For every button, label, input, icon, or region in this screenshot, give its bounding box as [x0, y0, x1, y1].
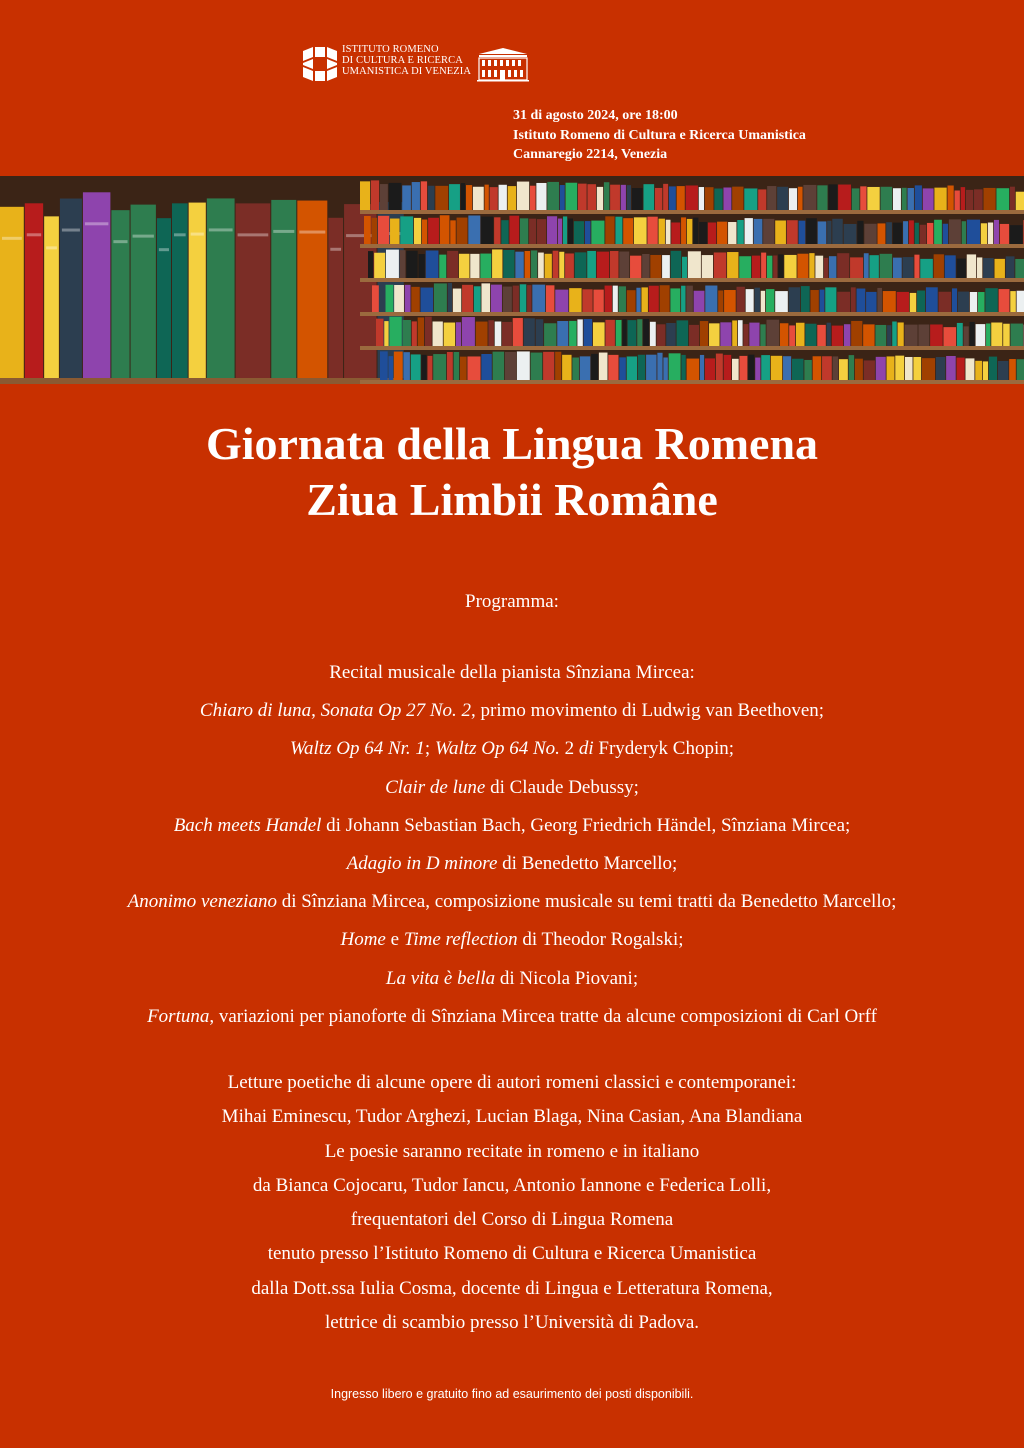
- letture-line: da Bianca Cojocaru, Tudor Iancu, Antonio Iannone e Federica Lolli,: [252, 1174, 772, 1196]
- logo-text: [342, 44, 471, 77]
- recital-item: La vita è bella di Nicola Piovani;: [385, 967, 639, 989]
- recital-item: Anonimo veneziano di Sînziana Mircea, composizione musicale su temi tratti da Benedetto Marcello;: [127, 891, 897, 913]
- recital-item: Bach meets Handel di Johann Sebastian Bach, Georg Friedrich Händel, Sînziana Mircea;: [173, 814, 851, 836]
- recital-item: Waltz Op 64 Nr. 1; Waltz Op 64 No. 2 di Fryderyk Chopin;: [289, 738, 735, 760]
- recital-item: Adagio in D minore di Benedetto Marcello;: [346, 853, 678, 875]
- letture-section: [0, 1066, 1024, 1340]
- event-address: Cannaregio 2214, Venezia: [513, 147, 668, 162]
- letture-line: frequentatori del Corso di Lingua Romena: [350, 1209, 674, 1231]
- palazzo-building-icon: [475, 46, 531, 82]
- bookshelf-photo: [0, 176, 1024, 384]
- letture-line: dalla Dott.ssa Iulia Cosma, docente di Lingua e Letteratura Romena,: [251, 1277, 773, 1299]
- cross-mark-icon: [303, 47, 337, 81]
- event-venue: Istituto Romeno di Cultura e Ricerca Umanistica: [513, 127, 806, 143]
- logo-line-3: UMANISTICA DI VENEZIA: [342, 66, 472, 77]
- recital-intro: Recital musicale della pianista Sînziana Mircea:: [329, 662, 695, 683]
- recital-item: Chiaro di luna, Sonata Op 27 No. 2, primo movimento di Ludwig van Beethoven;: [199, 700, 825, 722]
- programma-label: Programma:: [465, 591, 559, 612]
- letture-line: Le poesie saranno recitate in romeno e in italiano: [324, 1140, 700, 1162]
- event-info: [513, 106, 806, 165]
- letture-line: lettrice di scambio presso l’Università di Padova.: [324, 1312, 700, 1334]
- bookshelf-banner: [0, 176, 1024, 384]
- recital-section: [0, 654, 1024, 1036]
- letture-line: tenuto presso l’Istituto Romeno di Cultura e Ricerca Umanistica: [267, 1243, 757, 1265]
- institute-logo: [303, 44, 531, 82]
- letture-line: Letture poetiche di alcune opere di autori romeni classici e contemporanei:: [227, 1072, 797, 1093]
- recital-item: Clair de lune di Claude Debussy;: [385, 776, 639, 798]
- recital-item: Fortuna, variazioni per pianoforte di Sînziana Mircea tratte da alcune composizioni di Carl Orff: [147, 1005, 877, 1027]
- recital-item: Home e Time reflection di Theodor Rogalski;: [340, 929, 684, 951]
- logo-line-1: ISTITUTO ROMENO: [342, 44, 439, 55]
- title-romanian: Ziua Limbii Române: [306, 474, 718, 525]
- event-date: 31 di agosto 2024, ore 18:00: [513, 108, 678, 123]
- title-italian: Giornata della Lingua Romena: [205, 418, 819, 469]
- footer-note: Ingresso libero e gratuito fino ad esaurimento dei posti disponibili.: [330, 1387, 694, 1401]
- page-title: [0, 416, 1024, 528]
- logo-line-2: DI CULTURA E RICERCA: [342, 55, 463, 66]
- letture-line: Mihai Eminescu, Tudor Arghezi, Lucian Blaga, Nina Casian, Ana Blandiana: [221, 1106, 803, 1128]
